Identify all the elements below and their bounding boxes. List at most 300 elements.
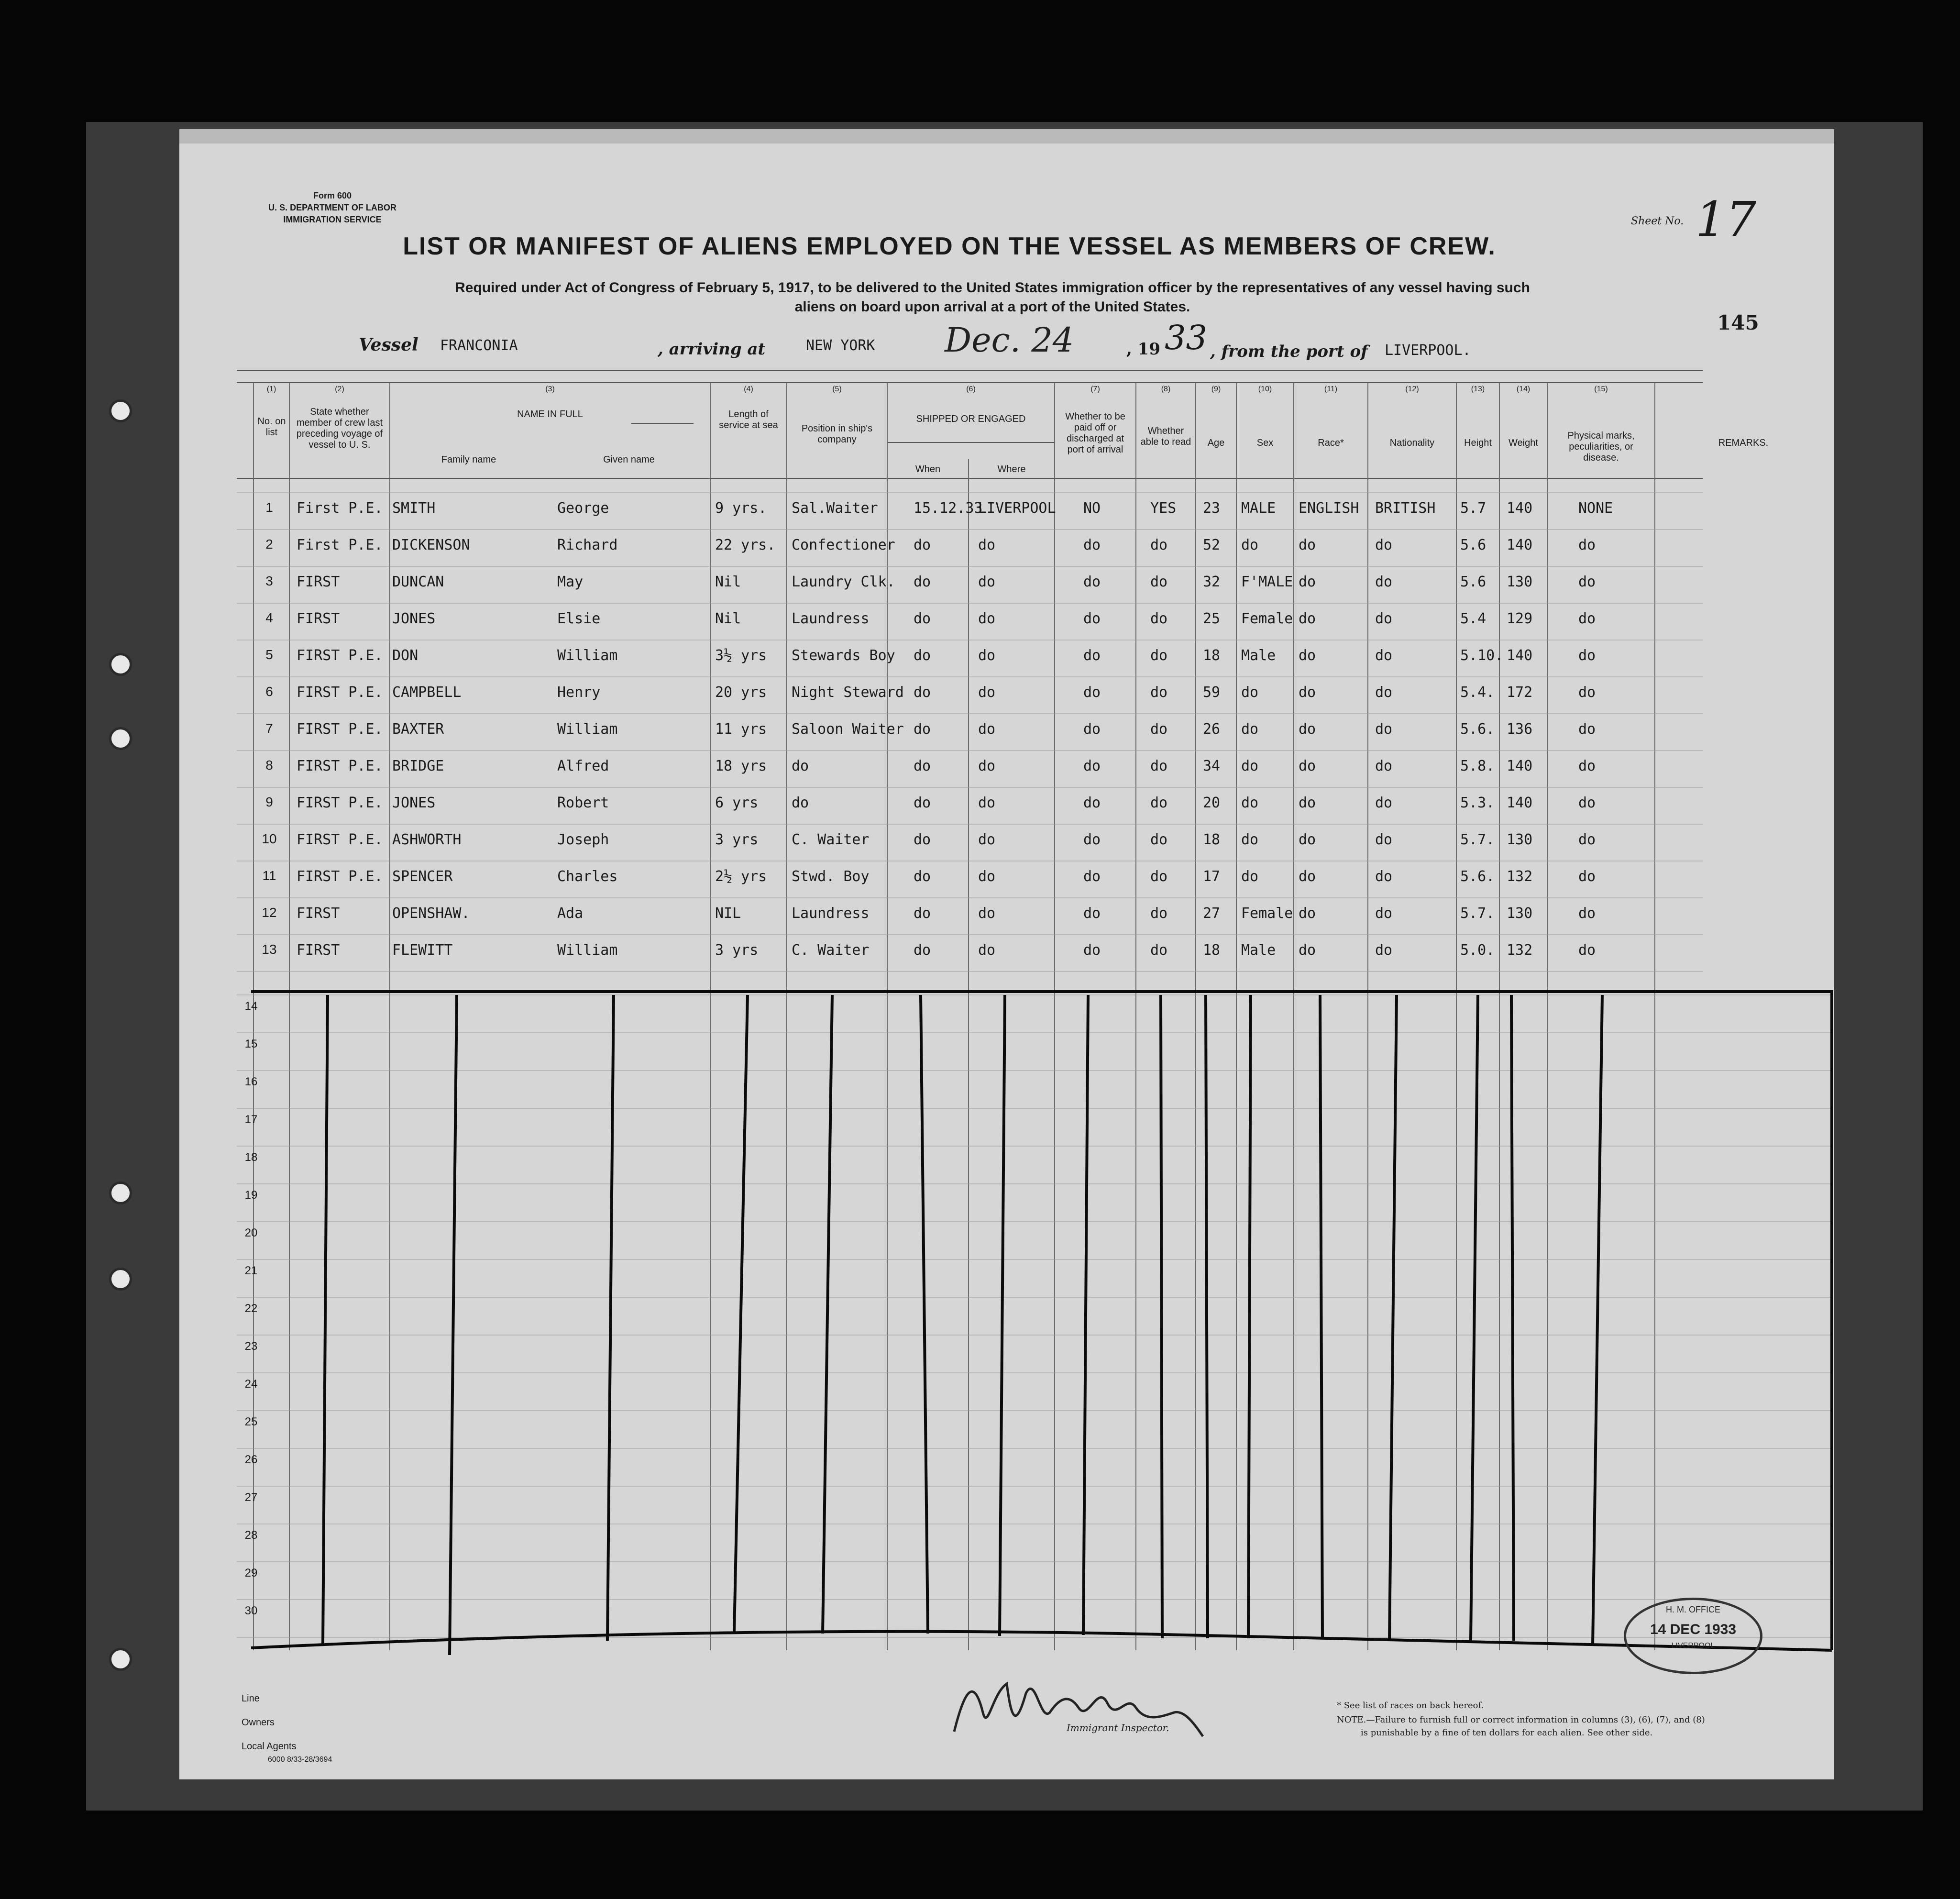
col-number: (5): [832, 385, 842, 393]
able-to-read-cell: do: [1150, 831, 1168, 848]
form-subtitle-line1: Required under Act of Congress of February 5, 1917, to be delivered to the United States immigration officer by the representatives of any vessel having such: [455, 280, 1530, 296]
col-number: (6): [966, 385, 976, 393]
able-to-read-cell: do: [1150, 795, 1168, 811]
family-name-cell: JONES: [392, 610, 436, 627]
able-to-read-cell: do: [1150, 684, 1168, 701]
state-cell: FIRST: [297, 942, 340, 959]
print-code: 6000 8/33-28/3694: [268, 1755, 332, 1764]
family-name-cell: BAXTER: [392, 721, 444, 738]
col-number: (11): [1324, 385, 1338, 393]
local-agents-label: Local Agents: [242, 1741, 297, 1752]
state-cell: First P.E.: [297, 500, 383, 517]
nationality-cell: do: [1375, 758, 1393, 774]
col-number: (3): [545, 385, 555, 393]
sex-cell: do: [1241, 831, 1259, 848]
able-to-read-cell: do: [1150, 721, 1168, 738]
position-cell: C. Waiter: [792, 942, 870, 959]
sex-cell: do: [1241, 721, 1259, 738]
family-name-cell: ASHWORTH: [392, 831, 462, 848]
race-cell: ENGLISH: [1299, 500, 1359, 517]
service-length-cell: Nil: [715, 574, 741, 590]
shipped-when-cell: do: [914, 721, 931, 738]
height-cell: 5.6: [1460, 574, 1487, 590]
able-to-read-cell: do: [1150, 942, 1168, 959]
state-cell: FIRST P.E.: [297, 795, 383, 811]
shipped-where-cell: do: [978, 721, 996, 738]
able-to-read-cell: do: [1150, 610, 1168, 627]
vessel-name: FRANCONIA: [440, 337, 518, 354]
col-number: (9): [1211, 385, 1221, 393]
given-name-cell: Charles: [557, 868, 618, 885]
position-cell: Saloon Waiter: [792, 721, 904, 738]
sex-cell: Female: [1241, 905, 1293, 922]
page-number: 145: [1717, 311, 1759, 334]
inspector-label: Immigrant Inspector.: [1067, 1722, 1169, 1733]
shipped-where-cell: LIVERPOOL: [978, 500, 1056, 517]
header-shipped-engaged: SHIPPED OR ENGAGED: [916, 414, 1026, 424]
shipped-when-cell: do: [914, 684, 931, 701]
nationality-cell: do: [1375, 905, 1393, 922]
col-number: (14): [1516, 385, 1531, 393]
physical-marks-cell: do: [1578, 574, 1596, 590]
department-label: U. S. DEPARTMENT OF LABOR: [268, 203, 396, 212]
height-cell: 5.4: [1460, 610, 1487, 627]
family-name-cell: JONES: [392, 795, 436, 811]
empty-row-number: 17: [244, 1113, 258, 1126]
age-cell: 23: [1203, 500, 1221, 517]
header-nationality: Nationality: [1389, 438, 1435, 448]
sheet-number: 17: [1696, 191, 1757, 247]
given-name-cell: Ada: [557, 905, 584, 922]
nationality-cell: do: [1375, 831, 1393, 848]
empty-row-number: 28: [244, 1529, 258, 1542]
header-race: Race*: [1318, 438, 1344, 448]
stamp-top-text: H. M. OFFICE: [1666, 1605, 1720, 1614]
physical-marks-cell: do: [1578, 721, 1596, 738]
sex-cell: do: [1241, 758, 1259, 774]
nationality-cell: do: [1375, 610, 1393, 627]
age-cell: 18: [1203, 942, 1221, 959]
physical-marks-cell: NONE: [1578, 500, 1613, 517]
shipped-when-cell: do: [914, 574, 931, 590]
empty-row-number: 22: [244, 1302, 258, 1315]
arrival-port: NEW YORK: [806, 337, 875, 354]
form-number: Form 600: [313, 191, 352, 200]
height-cell: 5.6: [1460, 537, 1487, 553]
sex-cell: do: [1241, 795, 1259, 811]
empty-row-number: 15: [244, 1038, 258, 1050]
rownum-cell: 13: [262, 942, 277, 957]
empty-row-number: 24: [244, 1378, 258, 1391]
height-cell: 5.6.: [1460, 868, 1495, 885]
physical-marks-cell: do: [1578, 647, 1596, 664]
header-family-name: Family name: [441, 454, 496, 465]
height-cell: 5.8.: [1460, 758, 1495, 774]
shipped-when-cell: do: [914, 758, 931, 774]
line-label: Line: [242, 1693, 260, 1704]
race-cell: do: [1299, 942, 1316, 959]
weight-cell: 136: [1507, 721, 1533, 738]
rownum-cell: 4: [265, 610, 273, 625]
col-number: (10): [1258, 385, 1272, 393]
able-to-read-cell: do: [1150, 905, 1168, 922]
state-cell: FIRST: [297, 574, 340, 590]
form-subtitle-line2: aliens on board upon arrival at a port of the United States.: [794, 299, 1190, 315]
penalty-note-line2: is punishable by a fine of ten dollars for each alien. See other side.: [1361, 1728, 1653, 1738]
rownum-cell: 7: [265, 721, 273, 736]
height-cell: 5.7: [1460, 500, 1487, 517]
given-name-cell: Henry: [557, 684, 601, 701]
state-cell: FIRST P.E.: [297, 868, 383, 885]
vessel-label: Vessel: [359, 335, 418, 355]
nationality-cell: do: [1375, 721, 1393, 738]
race-cell: do: [1299, 647, 1316, 664]
paid-off-cell: do: [1083, 574, 1101, 590]
nationality-cell: do: [1375, 647, 1393, 664]
owners-label: Owners: [242, 1717, 275, 1728]
shipped-where-cell: do: [978, 868, 996, 885]
form-title: LIST OR MANIFEST OF ALIENS EMPLOYED ON THE VESSEL AS MEMBERS OF CREW.: [403, 232, 1496, 260]
race-cell: do: [1299, 574, 1316, 590]
rownum-cell: 8: [265, 758, 273, 773]
able-to-read-cell: do: [1150, 758, 1168, 774]
service-length-cell: 3½ yrs: [715, 647, 767, 664]
paid-off-cell: do: [1083, 868, 1101, 885]
age-cell: 32: [1203, 574, 1221, 590]
paid-off-cell: NO: [1083, 500, 1101, 517]
binder-hole: [109, 1181, 132, 1204]
state-cell: FIRST P.E.: [297, 758, 383, 774]
rownum-cell: 1: [265, 500, 273, 515]
given-name-cell: May: [557, 574, 584, 590]
given-name-cell: William: [557, 721, 618, 738]
age-cell: 34: [1203, 758, 1221, 774]
shipped-where-cell: do: [978, 684, 996, 701]
shipped-where-cell: do: [978, 647, 996, 664]
arrival-year: 33: [1165, 318, 1208, 357]
physical-marks-cell: do: [1578, 905, 1596, 922]
state-cell: FIRST: [297, 905, 340, 922]
able-to-read-cell: do: [1150, 574, 1168, 590]
col-number: (13): [1471, 385, 1485, 393]
empty-row-number: 18: [244, 1151, 258, 1164]
weight-cell: 130: [1507, 831, 1533, 848]
age-cell: 20: [1203, 795, 1221, 811]
shipped-when-cell: do: [914, 831, 931, 848]
header-state-whether: State whether member of crew last preceding voyage of vessel to U. S.: [296, 407, 383, 450]
shipped-where-cell: do: [978, 610, 996, 627]
header-height: Height: [1464, 438, 1492, 448]
state-cell: First P.E.: [297, 537, 383, 553]
empty-row-number: 25: [244, 1415, 258, 1428]
position-cell: Confectioner: [792, 537, 895, 553]
physical-marks-cell: do: [1578, 537, 1596, 553]
paid-off-cell: do: [1083, 721, 1101, 738]
age-cell: 27: [1203, 905, 1221, 922]
age-cell: 25: [1203, 610, 1221, 627]
empty-row-number: 21: [244, 1264, 258, 1277]
shipped-when-cell: 15.12.33: [914, 500, 983, 517]
nationality-cell: do: [1375, 537, 1393, 553]
shipped-where-cell: do: [978, 942, 996, 959]
empty-row-number: 16: [244, 1075, 258, 1088]
service-length-cell: 18 yrs: [715, 758, 767, 774]
col-number: (7): [1090, 385, 1100, 393]
height-cell: 5.6.: [1460, 721, 1495, 738]
service-length-cell: Nil: [715, 610, 741, 627]
service-length-cell: 11 yrs: [715, 721, 767, 738]
given-name-cell: Alfred: [557, 758, 609, 774]
family-name-cell: DUNCAN: [392, 574, 444, 590]
race-cell: do: [1299, 795, 1316, 811]
position-cell: Laundress: [792, 610, 870, 627]
age-cell: 26: [1203, 721, 1221, 738]
weight-cell: 130: [1507, 574, 1533, 590]
physical-marks-cell: do: [1578, 795, 1596, 811]
age-cell: 18: [1203, 831, 1221, 848]
sex-cell: do: [1241, 868, 1259, 885]
rownum-cell: 12: [262, 905, 277, 920]
given-name-cell: William: [557, 942, 618, 959]
nationality-cell: do: [1375, 574, 1393, 590]
family-name-cell: SMITH: [392, 500, 436, 517]
state-cell: FIRST P.E.: [297, 721, 383, 738]
given-name-cell: Elsie: [557, 610, 601, 627]
binder-hole: [109, 653, 132, 676]
empty-row-number: 14: [244, 1000, 258, 1013]
given-name-cell: Joseph: [557, 831, 609, 848]
position-cell: Laundress: [792, 905, 870, 922]
arriving-label: , arriving at: [658, 340, 766, 359]
nationality-cell: do: [1375, 868, 1393, 885]
header-sex: Sex: [1256, 438, 1274, 448]
physical-marks-cell: do: [1578, 684, 1596, 701]
col-number: (15): [1594, 385, 1608, 393]
position-cell: Stwd. Boy: [792, 868, 870, 885]
header-physical-marks: Physical marks, peculiarities, or disease.: [1567, 431, 1635, 463]
manifest-sheet: [179, 144, 1834, 1779]
binder-hole: [109, 1648, 132, 1671]
given-name-cell: William: [557, 647, 618, 664]
position-cell: Night Steward: [792, 684, 904, 701]
arrival-date: Dec. 24: [945, 320, 1074, 360]
header-no-on-list: No. on list: [257, 416, 286, 438]
rownum-cell: 2: [265, 537, 273, 552]
position-cell: C. Waiter: [792, 831, 870, 848]
from-port-label: , from the port of: [1210, 342, 1368, 361]
weight-cell: 140: [1507, 537, 1533, 553]
service-length-cell: 3 yrs: [715, 831, 759, 848]
rownum-cell: 3: [265, 574, 273, 588]
height-cell: 5.7.: [1460, 905, 1495, 922]
header-able-read: Whether able to read: [1140, 426, 1191, 447]
paid-off-cell: do: [1083, 610, 1101, 627]
paid-off-cell: do: [1083, 831, 1101, 848]
family-name-cell: CAMPBELL: [392, 684, 462, 701]
height-cell: 5.3.: [1460, 795, 1495, 811]
height-cell: 5.0.: [1460, 942, 1495, 959]
shipped-where-cell: do: [978, 831, 996, 848]
empty-row-number: 20: [244, 1226, 258, 1239]
state-cell: FIRST P.E.: [297, 831, 383, 848]
sex-cell: Female: [1241, 610, 1293, 627]
able-to-read-cell: do: [1150, 868, 1168, 885]
physical-marks-cell: do: [1578, 868, 1596, 885]
service-length-cell: 3 yrs: [715, 942, 759, 959]
rownum-cell: 11: [262, 868, 276, 883]
nationality-cell: do: [1375, 684, 1393, 701]
header-age: Age: [1207, 438, 1225, 448]
empty-row-number: 29: [244, 1567, 258, 1579]
paid-off-cell: do: [1083, 684, 1101, 701]
family-name-cell: DON: [392, 647, 418, 664]
shipped-when-cell: do: [914, 868, 931, 885]
stamp-bottom-text: LIVERPOOL: [1671, 1642, 1715, 1650]
service-length-cell: 9 yrs.: [715, 500, 767, 517]
shipped-when-cell: do: [914, 795, 931, 811]
header-remarks: REMARKS.: [1718, 438, 1769, 448]
col-number: (8): [1161, 385, 1171, 393]
weight-cell: 140: [1507, 647, 1533, 664]
binder-hole: [109, 399, 132, 422]
age-cell: 18: [1203, 647, 1221, 664]
header-length-service: Length of service at sea: [719, 409, 778, 431]
race-cell: do: [1299, 868, 1316, 885]
height-cell: 5.10.: [1460, 647, 1504, 664]
height-cell: 5.4.: [1460, 684, 1495, 701]
weight-cell: 132: [1507, 942, 1533, 959]
service-length-cell: 20 yrs: [715, 684, 767, 701]
rownum-cell: 5: [265, 647, 273, 662]
able-to-read-cell: YES: [1150, 500, 1177, 517]
header-position: Position in ship's company: [801, 423, 873, 445]
able-to-read-cell: do: [1150, 647, 1168, 664]
state-cell: FIRST P.E.: [297, 684, 383, 701]
empty-row-number: 26: [244, 1453, 258, 1466]
shipped-when-cell: do: [914, 537, 931, 553]
col-number: (12): [1405, 385, 1419, 393]
sex-cell: F'MALE: [1241, 574, 1293, 590]
service-length-cell: 6 yrs: [715, 795, 759, 811]
shipped-where-cell: do: [978, 574, 996, 590]
shipped-where-cell: do: [978, 758, 996, 774]
shipped-when-cell: do: [914, 905, 931, 922]
service-length-cell: 22 yrs.: [715, 537, 776, 553]
position-cell: do: [792, 795, 809, 811]
paid-off-cell: do: [1083, 795, 1101, 811]
paid-off-cell: do: [1083, 537, 1101, 553]
service-label: IMMIGRATION SERVICE: [283, 215, 382, 224]
sex-cell: do: [1241, 537, 1259, 553]
family-name-cell: FLEWITT: [392, 942, 453, 959]
header-name-in-full: NAME IN FULL: [517, 409, 583, 420]
nationality-cell: do: [1375, 942, 1393, 959]
shipped-where-cell: do: [978, 795, 996, 811]
family-name-cell: BRIDGE: [392, 758, 444, 774]
empty-row-number: 19: [244, 1189, 258, 1202]
physical-marks-cell: do: [1578, 942, 1596, 959]
race-cell: do: [1299, 905, 1316, 922]
given-name-cell: Richard: [557, 537, 618, 553]
state-cell: FIRST: [297, 610, 340, 627]
weight-cell: 140: [1507, 795, 1533, 811]
sex-cell: Male: [1241, 942, 1276, 959]
age-cell: 17: [1203, 868, 1221, 885]
position-cell: do: [792, 758, 809, 774]
weight-cell: 140: [1507, 500, 1533, 517]
rownum-cell: 9: [265, 795, 273, 809]
rownum-cell: 6: [265, 684, 273, 699]
sex-cell: Male: [1241, 647, 1276, 664]
departure-port: LIVERPOOL.: [1385, 342, 1471, 359]
col-number: (2): [335, 385, 344, 393]
shipped-when-cell: do: [914, 610, 931, 627]
header-given-name: Given name: [603, 454, 655, 465]
header-when: When: [915, 464, 941, 475]
paid-off-cell: do: [1083, 905, 1101, 922]
weight-cell: 172: [1507, 684, 1533, 701]
nationality-cell: do: [1375, 795, 1393, 811]
race-cell: do: [1299, 758, 1316, 774]
sex-cell: do: [1241, 684, 1259, 701]
empty-row-number: 23: [244, 1340, 258, 1353]
shipped-where-cell: do: [978, 537, 996, 553]
family-name-cell: DICKENSON: [392, 537, 470, 553]
service-length-cell: NIL: [715, 905, 741, 922]
office-stamp: [1624, 1598, 1762, 1674]
shipped-where-cell: do: [978, 905, 996, 922]
position-cell: Stewards Boy: [792, 647, 895, 664]
race-cell: do: [1299, 537, 1316, 553]
race-note: * See list of races on back hereof.: [1337, 1700, 1484, 1711]
weight-cell: 140: [1507, 758, 1533, 774]
physical-marks-cell: do: [1578, 831, 1596, 848]
race-cell: do: [1299, 684, 1316, 701]
sex-cell: MALE: [1241, 500, 1276, 517]
weight-cell: 129: [1507, 610, 1533, 627]
binder-hole: [109, 1268, 132, 1291]
paid-off-cell: do: [1083, 942, 1101, 959]
service-length-cell: 2½ yrs: [715, 868, 767, 885]
able-to-read-cell: do: [1150, 537, 1168, 553]
weight-cell: 132: [1507, 868, 1533, 885]
col-number: (1): [266, 385, 276, 393]
age-cell: 59: [1203, 684, 1221, 701]
col-number: (4): [744, 385, 753, 393]
family-name-cell: SPENCER: [392, 868, 453, 885]
physical-marks-cell: do: [1578, 758, 1596, 774]
empty-row-number: 27: [244, 1491, 258, 1504]
weight-cell: 130: [1507, 905, 1533, 922]
header-paid-off: Whether to be paid off or discharged at port of arrival: [1065, 411, 1125, 455]
state-cell: FIRST P.E.: [297, 647, 383, 664]
empty-row-number: 30: [244, 1604, 258, 1617]
paid-off-cell: do: [1083, 647, 1101, 664]
family-name-cell: OPENSHAW.: [392, 905, 470, 922]
stamp-date: 14 DEC 1933: [1650, 1622, 1737, 1637]
physical-marks-cell: do: [1578, 610, 1596, 627]
race-cell: do: [1299, 721, 1316, 738]
header-where: Where: [997, 464, 1026, 475]
sheet-number-label: Sheet No.: [1631, 215, 1684, 227]
position-cell: Laundry Clk.: [792, 574, 895, 590]
penalty-note-line1: NOTE.—Failure to furnish full or correct information in columns (3), (6), (7), and (8): [1337, 1715, 1705, 1725]
year-prefix: , 19: [1126, 340, 1160, 359]
rownum-cell: 10: [262, 831, 277, 846]
binder-hole: [109, 727, 132, 750]
paid-off-cell: do: [1083, 758, 1101, 774]
race-cell: do: [1299, 610, 1316, 627]
